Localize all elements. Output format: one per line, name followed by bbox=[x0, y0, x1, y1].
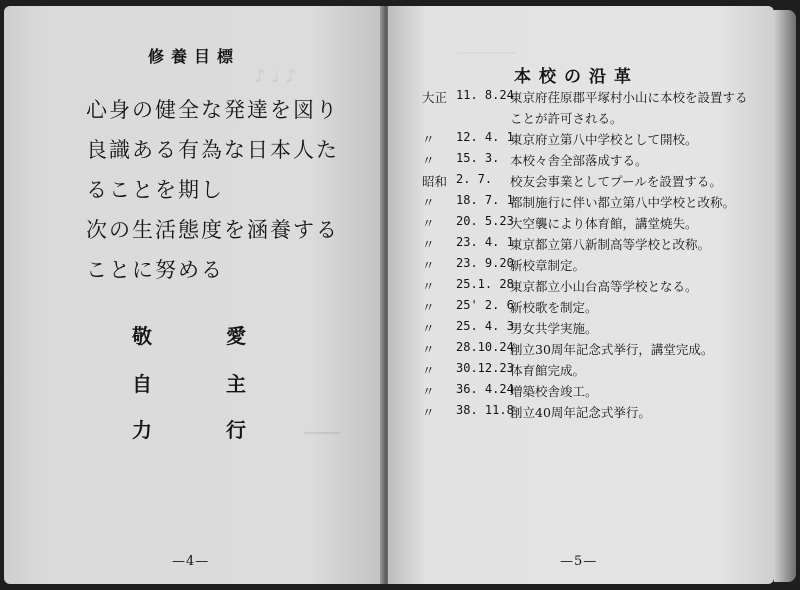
goal-line: 次の生活態度を涵養する bbox=[86, 218, 339, 242]
goal-line: 良識ある有為な日本人た bbox=[86, 138, 339, 162]
motto-char: 行 bbox=[226, 418, 246, 442]
history-row bbox=[422, 277, 698, 298]
history-era: 〃 bbox=[422, 237, 435, 252]
history-row bbox=[422, 319, 623, 340]
history-row bbox=[422, 151, 648, 172]
history-event: 都制施行に伴い都立第八中学校と改称。 bbox=[510, 195, 736, 210]
history-era: 〃 bbox=[422, 300, 435, 315]
history-date: 30.12.23 bbox=[456, 361, 514, 375]
history-era: 〃 bbox=[422, 405, 435, 420]
history-event: 本校々舎全部落成する。 bbox=[510, 153, 648, 168]
history-date: 23. 4. 1 bbox=[456, 235, 514, 249]
history-era: 〃 bbox=[422, 321, 435, 336]
left-page: ♪ ♩ ♪ ━━━━━ 修養目標 心身の健全な発達を図り 良識ある有為な日本人た ることを期し 次の生活態度を涵養する ことに努める 敬 自 力 愛 主 行 —4— bbox=[4, 6, 384, 584]
history-era: 〃 bbox=[422, 363, 435, 378]
motto-char: 力 bbox=[132, 418, 152, 442]
history-event-continued: ことが許可される。 bbox=[510, 111, 623, 126]
history-row bbox=[422, 298, 623, 319]
history-row bbox=[422, 361, 623, 382]
history-era: 〃 bbox=[422, 132, 435, 147]
right-page: ──────── 本校の沿革 大正 11. 8.24 東京府荏原郡平塚村小山に本校を設置する ことが許可される。 〃 12. 4. 1 東京府立第八中学校として開校。 〃 15. 3. 本校々舎全部落成する。 昭和 2. 7. 校友会事業としてプールを設置する。 〃 18. 7. 1 都制施行に伴い都立第八中学校と改称。 〃 20. 5.23 大空襲により体育館，講堂焼失。 〃 23. 4. 1 東京都立第八新制高等学校と改称。 〃 23. 9.20 新校章制定。 〃 25.1. 28 東京都立小山台高等学校となる。 〃 25' 2. 6 新校歌を制定。 〃 25. 4. 3 男女共学実施。 〃 28.10.24 創立30周年記念式挙行，講堂完成。 〃 30.12.23 体育館完成。 〃 36. 4.24 増築校舎竣工。 〃 38. 11.8 創立40周年記念式挙行。 —5— bbox=[388, 6, 774, 584]
history-era: 昭和 bbox=[422, 174, 448, 189]
history-event: 東京都立第八新制高等学校と改称。 bbox=[510, 237, 711, 252]
history-row bbox=[422, 214, 698, 235]
history-row bbox=[422, 340, 714, 361]
history-event: 東京府荏原郡平塚村小山に本校を設置する bbox=[510, 90, 748, 105]
history-era: 〃 bbox=[422, 153, 435, 168]
page-number: —5— bbox=[560, 554, 598, 569]
motto-char: 敬 bbox=[132, 324, 152, 348]
book-edge bbox=[774, 10, 796, 582]
goal-line: ことに努める bbox=[86, 258, 224, 282]
motto-char: 主 bbox=[226, 372, 246, 396]
history-era: 大正 bbox=[422, 90, 448, 105]
history-event: 体育館完成。 bbox=[510, 363, 586, 378]
history-row bbox=[422, 403, 651, 424]
goal-line: ることを期し bbox=[86, 178, 224, 202]
history-event: 男女共学実施。 bbox=[510, 321, 598, 336]
motto-char: 自 bbox=[132, 372, 152, 396]
page-number: —4— bbox=[172, 554, 210, 569]
history-event: 東京都立小山台高等学校となる。 bbox=[510, 279, 698, 294]
history-date: 12. 4. 1 bbox=[456, 130, 514, 144]
history-row bbox=[422, 382, 623, 403]
history-date: 20. 5.23 bbox=[456, 214, 514, 228]
history-date: 28.10.24 bbox=[456, 340, 514, 354]
history-event: 東京府立第八中学校として開校。 bbox=[510, 132, 698, 147]
history-date: 36. 4.24 bbox=[456, 382, 514, 396]
history-date: 11. 8.24 bbox=[456, 88, 514, 102]
history-date: 23. 9.20 bbox=[456, 256, 514, 270]
history-date: 2. 7. bbox=[456, 172, 493, 186]
history-era: 〃 bbox=[422, 258, 435, 273]
history-date: 25' 2. 6 bbox=[456, 298, 514, 312]
history-date: 38. 11.8 bbox=[456, 403, 514, 417]
history-event: 創立30周年記念式挙行，講堂完成。 bbox=[510, 342, 714, 357]
history-row bbox=[422, 193, 736, 214]
history-event: 校友会事業としてプールを設置する。 bbox=[510, 174, 722, 189]
history-date: 15. 3. bbox=[456, 151, 500, 165]
history-row bbox=[422, 130, 698, 151]
history-era: 〃 bbox=[422, 195, 435, 210]
history-row bbox=[422, 235, 711, 256]
history-row bbox=[422, 172, 722, 193]
history-date: 18. 7. 1 bbox=[456, 193, 514, 207]
page-title: 修養目標 bbox=[148, 47, 241, 66]
history-event: 新校歌を制定。 bbox=[510, 300, 598, 315]
history-era: 〃 bbox=[422, 216, 435, 231]
history-event: 新校章制定。 bbox=[510, 258, 586, 273]
page-title: 本校の沿革 bbox=[514, 67, 639, 87]
history-era: 〃 bbox=[422, 342, 435, 357]
history-date: 25.1. 28 bbox=[456, 277, 514, 291]
history-era: 〃 bbox=[422, 279, 435, 294]
history-row bbox=[422, 88, 748, 109]
motto-char: 愛 bbox=[226, 324, 246, 348]
history-era: 〃 bbox=[422, 384, 435, 399]
history-row bbox=[422, 256, 623, 277]
goal-line: 心身の健全な発達を図り bbox=[86, 98, 339, 122]
history-date: 25. 4. 3 bbox=[456, 319, 514, 333]
history-event: 創立40周年記念式挙行。 bbox=[510, 405, 651, 420]
history-event: 増築校舎竣工。 bbox=[510, 384, 598, 399]
history-event: 大空襲により体育館，講堂焼失。 bbox=[510, 216, 698, 231]
